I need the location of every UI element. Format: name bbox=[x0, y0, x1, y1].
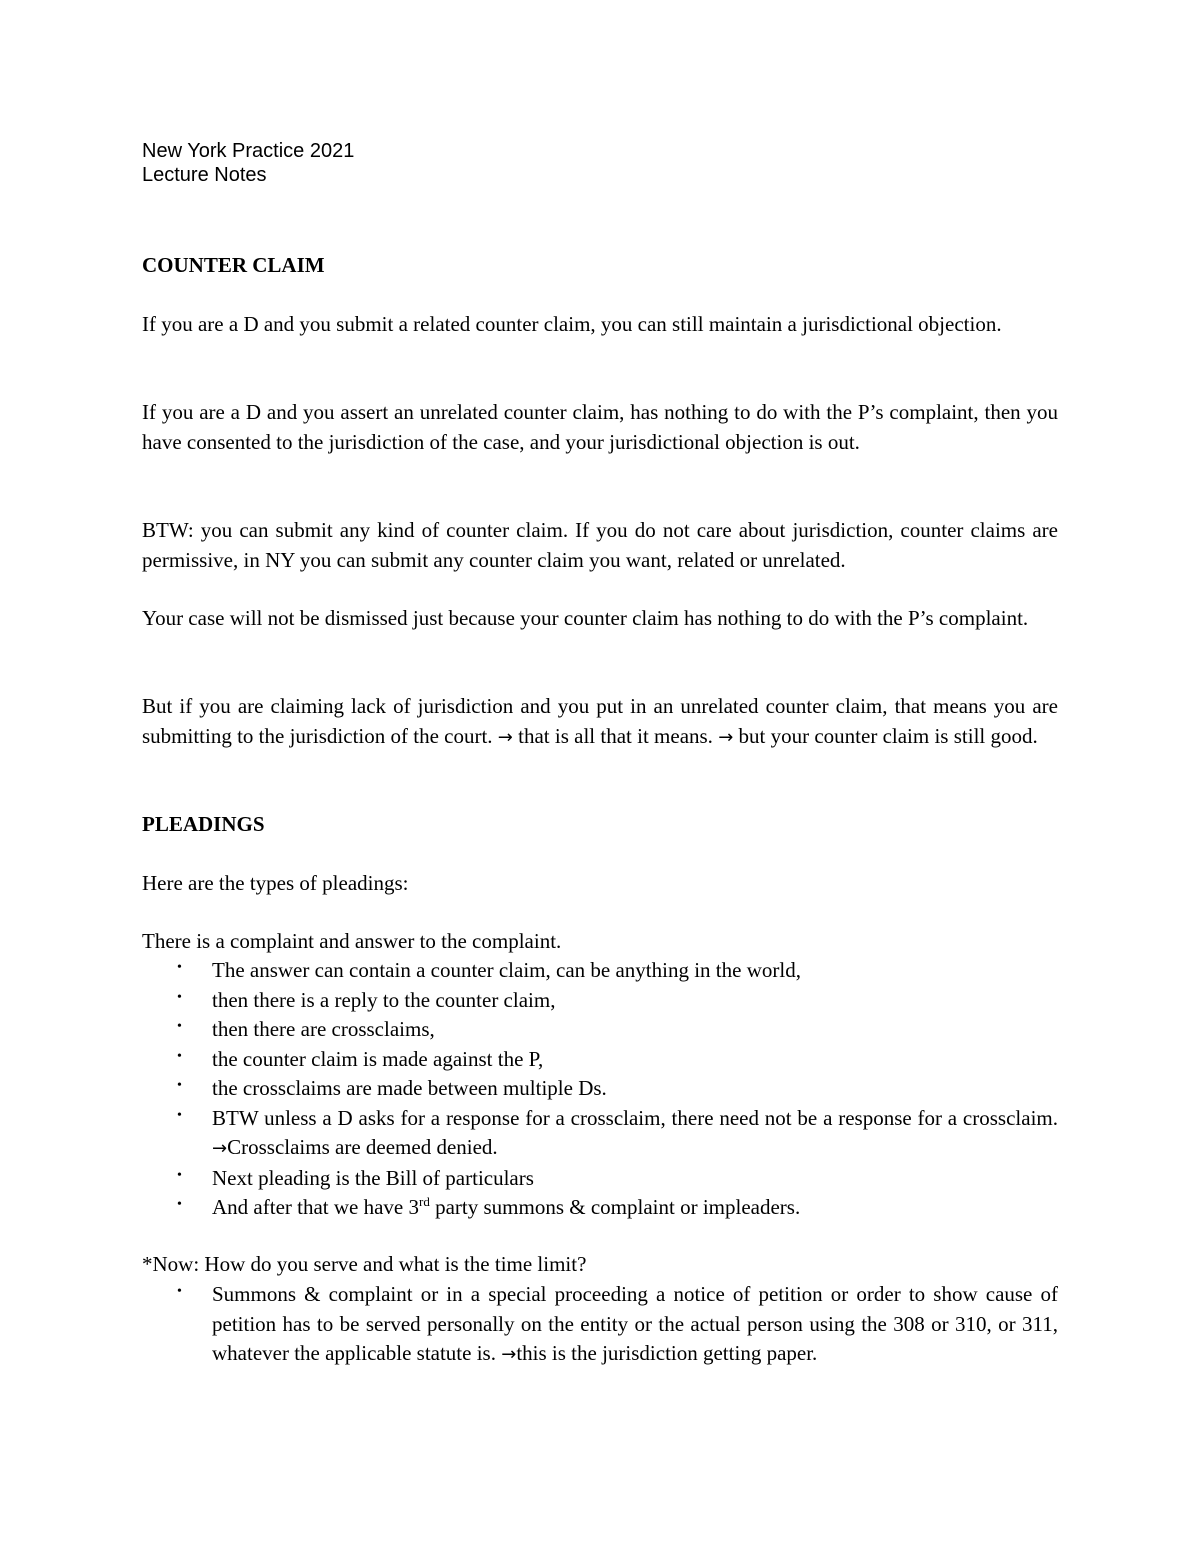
arrow-right-icon: → bbox=[212, 1138, 228, 1159]
paragraph-not-dismissed: Your case will not be dismissed just because your counter claim has nothing to do with the P’s complaint. bbox=[142, 606, 1029, 630]
pleadings-intro: Here are the types of pleadings: bbox=[142, 871, 409, 895]
list-item bbox=[142, 1280, 1058, 1370]
list-item-text: Summons & complaint or in a special proceeding a notice of petition or order to show cause of petition has to be served personally on the entity or the actual person using the 308 or 310, or 311, whatever the applicable statute is. bbox=[212, 1282, 1058, 1365]
list-item bbox=[142, 986, 1058, 1016]
service-bullet-list bbox=[142, 1280, 1058, 1370]
list-item bbox=[142, 1104, 1058, 1164]
arrow-right-icon: → bbox=[497, 726, 513, 748]
bullet-icon: • bbox=[177, 1048, 182, 1064]
list-item bbox=[142, 1074, 1058, 1104]
list-item-text: Next pleading is the Bill of particulars bbox=[212, 1165, 534, 1190]
list-item-text: then there are crossclaims, bbox=[212, 1017, 435, 1041]
paragraph-permissive-counter-claims: BTW: you can submit any kind of counter claim. If you do not care about jurisdiction, counter claims are permissive, in NY you can submit any counter claim you want, related or unrelated. bbox=[142, 518, 1058, 572]
list-item bbox=[142, 1164, 1058, 1194]
paragraph-lack-of-jurisdiction bbox=[142, 692, 1058, 752]
bullet-icon: • bbox=[177, 1284, 182, 1299]
pleadings-lead: There is a complaint and answer to the complaint. bbox=[142, 929, 562, 953]
list-item-text: And after that we have 3 bbox=[212, 1195, 419, 1219]
document-header bbox=[142, 139, 354, 187]
arrow-right-icon: → bbox=[501, 1344, 517, 1365]
list-item bbox=[142, 1045, 1058, 1075]
course-title: New York Practice 2021 bbox=[142, 140, 355, 162]
list-item-text: Crossclaims are deemed denied. bbox=[227, 1135, 498, 1159]
section-heading-pleadings: PLEADINGS bbox=[142, 812, 265, 836]
paragraph-text: But if you are claiming lack of jurisdiction and you put in an unrelated counter claim, that means you are submitting to the jurisdiction of the court. bbox=[142, 694, 1058, 748]
bullet-icon: • bbox=[177, 960, 182, 975]
pleadings-bullet-list bbox=[142, 956, 1058, 1223]
arrow-right-icon: → bbox=[718, 726, 734, 748]
paragraph-unrelated-counter-claim: If you are a D and you assert an unrelated counter claim, has nothing to do with the P’s complaint, then you have consented to the jurisdiction of the case, and your jurisdictional objection is out. bbox=[142, 400, 1058, 454]
document-subtitle: Lecture Notes bbox=[142, 164, 267, 186]
list-item-text: the counter claim is made against the P, bbox=[212, 1046, 544, 1071]
now-question: *Now: How do you serve and what is the time limit? bbox=[142, 1252, 587, 1276]
list-item-text: The answer can contain a counter claim, can be anything in the world, bbox=[212, 958, 801, 982]
section-heading-counter-claim: COUNTER CLAIM bbox=[142, 253, 325, 277]
list-item bbox=[142, 956, 1058, 986]
list-item-text: this is the jurisdiction getting paper. bbox=[516, 1341, 818, 1365]
bullet-icon: • bbox=[177, 1197, 182, 1212]
list-item-text: the crossclaims are made between multiple Ds. bbox=[212, 1076, 607, 1100]
bullet-icon: • bbox=[177, 1167, 182, 1183]
bullet-icon: • bbox=[177, 989, 182, 1005]
ordinal-suffix: rd bbox=[419, 1194, 430, 1209]
paragraph-related-counter-claim: If you are a D and you submit a related counter claim, you can still maintain a jurisdictional objection. bbox=[142, 312, 1002, 336]
bullet-icon: • bbox=[177, 1078, 182, 1093]
list-item bbox=[142, 1193, 1058, 1223]
bullet-icon: • bbox=[177, 1107, 182, 1123]
bullet-icon: • bbox=[177, 1019, 182, 1034]
paragraph-text: but your counter claim is still good. bbox=[733, 723, 1038, 748]
list-item-text: party summons & complaint or impleaders. bbox=[429, 1195, 801, 1219]
list-item bbox=[142, 1015, 1058, 1045]
list-item-text: then there is a reply to the counter claim, bbox=[212, 987, 556, 1012]
list-item-text: BTW unless a D asks for a response for a crossclaim, there need not be a response for a crossclaim. bbox=[212, 1105, 1058, 1130]
paragraph-text: that is all that it means. bbox=[512, 723, 719, 748]
